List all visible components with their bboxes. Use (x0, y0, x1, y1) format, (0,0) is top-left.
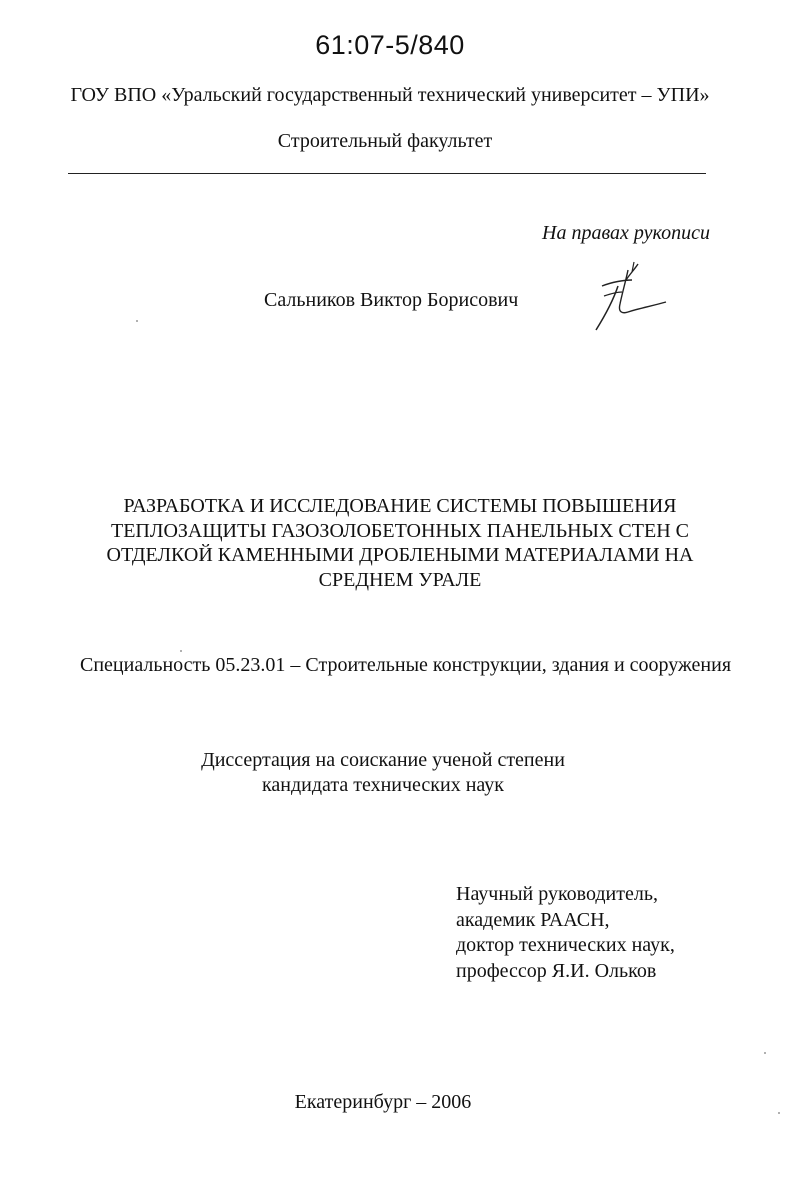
title-line: РАЗРАБОТКА И ИССЛЕДОВАНИЕ СИСТЕМЫ ПОВЫШЕНИЯ (123, 495, 677, 517)
author-name: Сальников Виктор Борисович (264, 289, 519, 311)
degree-line: кандидата технических наук (261, 774, 505, 796)
manuscript-rights-note: На правах рукописи (542, 222, 710, 244)
scan-speck (180, 650, 182, 652)
scan-speck (764, 1052, 766, 1054)
header-divider (68, 173, 706, 174)
scan-speck (778, 1112, 780, 1114)
scan-speck (136, 320, 138, 322)
university-name: ГОУ ВПО «Уральский государственный технический университет – УПИ» (70, 84, 710, 106)
title-line: ОТДЕЛКОЙ КАМЕННЫМИ ДРОБЛЕНЫМИ МАТЕРИАЛАМИ НА (106, 544, 694, 566)
author-signature (588, 258, 674, 334)
advisor-line: профессор Я.И. Ольков (456, 959, 657, 982)
specialty-line: Специальность 05.23.01 – Строительные конструкции, здания и сооружения (80, 654, 732, 676)
scientific-advisor (456, 882, 675, 984)
advisor-line: доктор технических наук, (456, 934, 675, 956)
faculty-name: Строительный факультет (277, 130, 493, 152)
advisor-line: Научный руководитель, (456, 883, 658, 905)
title-line: СРЕДНЕМ УРАЛЕ (318, 568, 482, 591)
title-line: ТЕПЛОЗАЩИТЫ ГАЗОЗОЛОБЕТОННЫХ ПАНЕЛЬНЫХ СТЕН С (111, 519, 689, 542)
catalog-number: 61:07-5/840 (315, 30, 465, 60)
advisor-line: академик РААСН, (456, 908, 610, 931)
degree-statement (0, 748, 766, 798)
degree-line: Диссертация на соискание ученой степени (201, 749, 565, 771)
city-and-year: Екатеринбург – 2006 (294, 1091, 472, 1113)
dissertation-title (80, 494, 720, 592)
